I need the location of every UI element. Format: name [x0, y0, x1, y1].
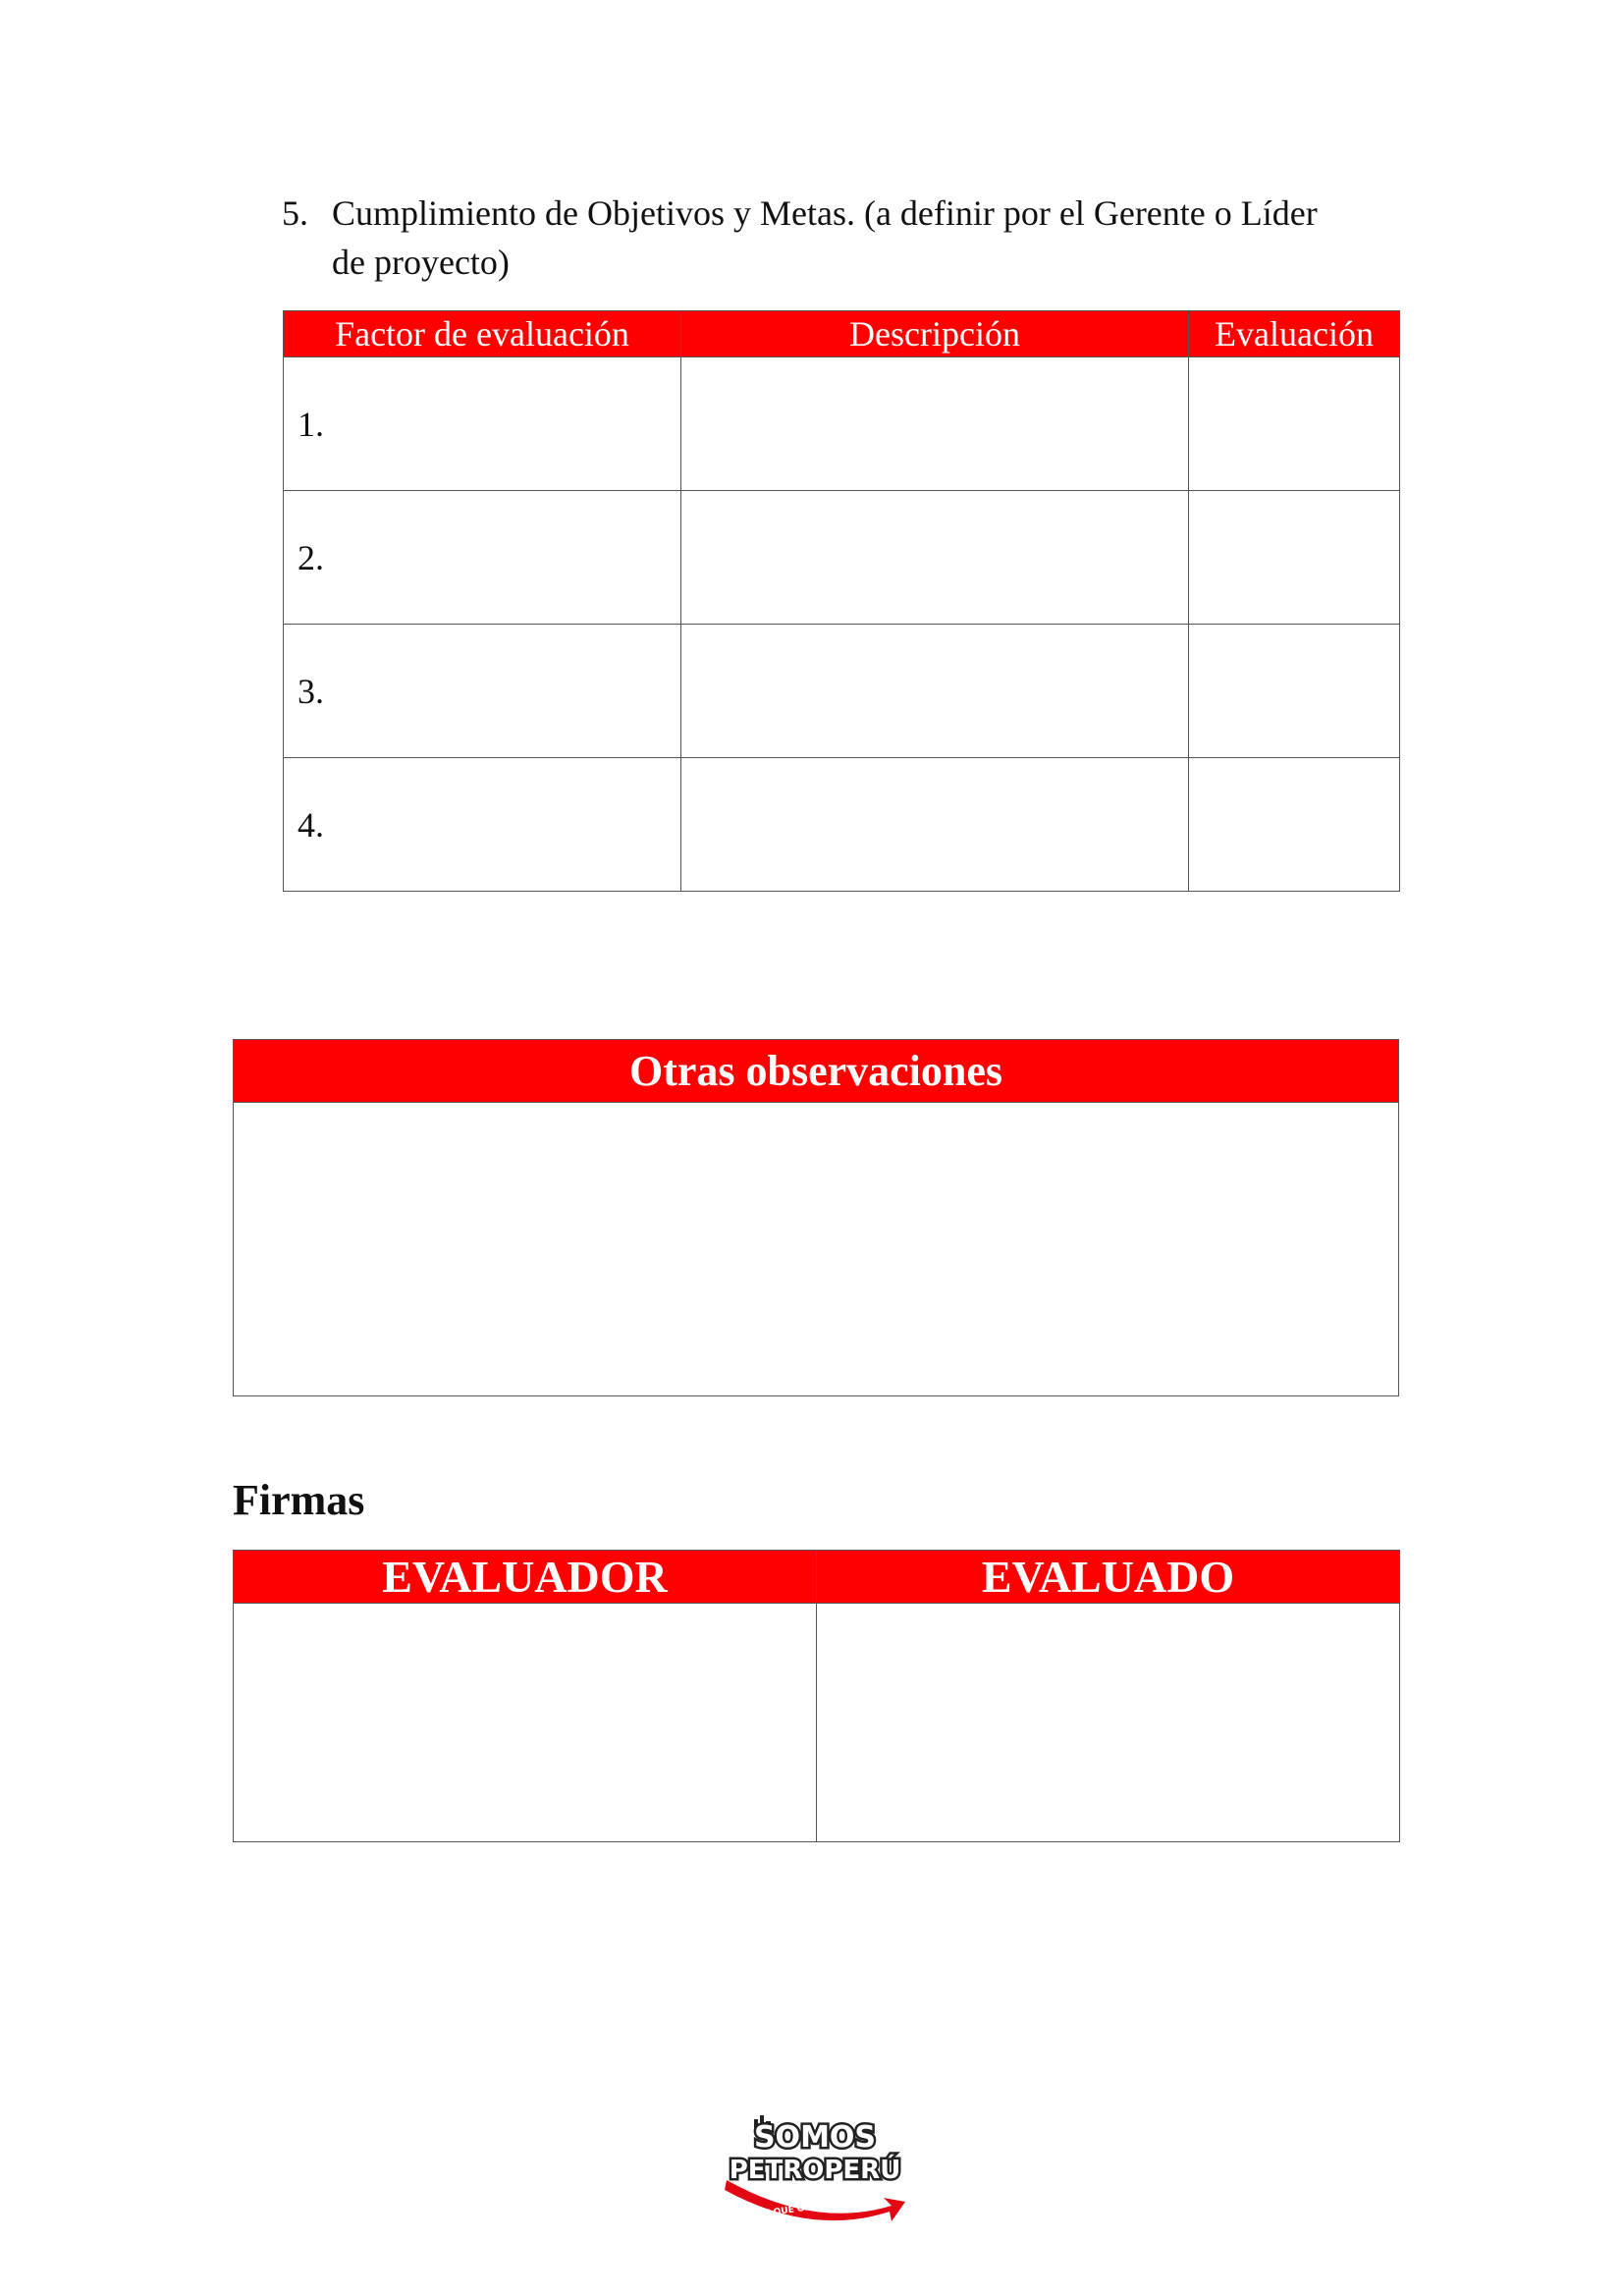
factor-number: 4. [298, 804, 324, 845]
header-factor: Factor de evaluación [284, 311, 681, 357]
evaluation-cell[interactable] [1189, 625, 1400, 758]
logo-tagline: UNIÓN QUE GENERA ENERGÍA [737, 2192, 885, 2223]
header-description: Descripción [681, 311, 1189, 357]
observations-title: Otras observaciones [234, 1040, 1399, 1103]
section-number: 5. [282, 193, 308, 233]
section-title: Cumplimiento de Objetivos y Metas. (a definir por el Gerente o Líder de proyecto) [332, 193, 1318, 282]
description-cell[interactable] [681, 758, 1189, 892]
observations-table [233, 1039, 1399, 1396]
factor-cell [284, 357, 681, 491]
factor-cell [284, 758, 681, 892]
factor-number: 2. [298, 537, 324, 577]
evaluator-signature-box[interactable] [234, 1604, 817, 1842]
goals-header-row [284, 311, 1400, 357]
signatures-title: Firmas [233, 1476, 365, 1524]
signatures-table [233, 1550, 1400, 1842]
description-cell[interactable] [681, 625, 1189, 758]
evaluation-cell[interactable] [1189, 758, 1400, 892]
factor-cell [284, 491, 681, 625]
logo-line2: PETROPERÚ [729, 2156, 901, 2185]
header-evaluation: Evaluación [1189, 311, 1400, 357]
logo-line1: SOMOS [753, 2120, 877, 2155]
goals-table [283, 310, 1400, 892]
logo-graphic [717, 2111, 913, 2239]
evaluation-cell[interactable] [1189, 491, 1400, 625]
evaluation-cell[interactable] [1189, 357, 1400, 491]
evaluated-signature-box[interactable] [817, 1604, 1400, 1842]
table-row [284, 625, 1400, 758]
table-row [284, 758, 1400, 892]
somos-petroperu-logo [717, 2111, 913, 2239]
evaluator-header: EVALUADOR [234, 1551, 817, 1604]
table-row [284, 357, 1400, 491]
factor-number: 1. [298, 404, 324, 444]
factor-cell [284, 625, 681, 758]
observations-field[interactable] [234, 1103, 1399, 1396]
table-row [284, 491, 1400, 625]
evaluated-header: EVALUADO [817, 1551, 1400, 1604]
description-cell[interactable] [681, 357, 1189, 491]
factor-number: 3. [298, 671, 324, 711]
description-cell[interactable] [681, 491, 1189, 625]
